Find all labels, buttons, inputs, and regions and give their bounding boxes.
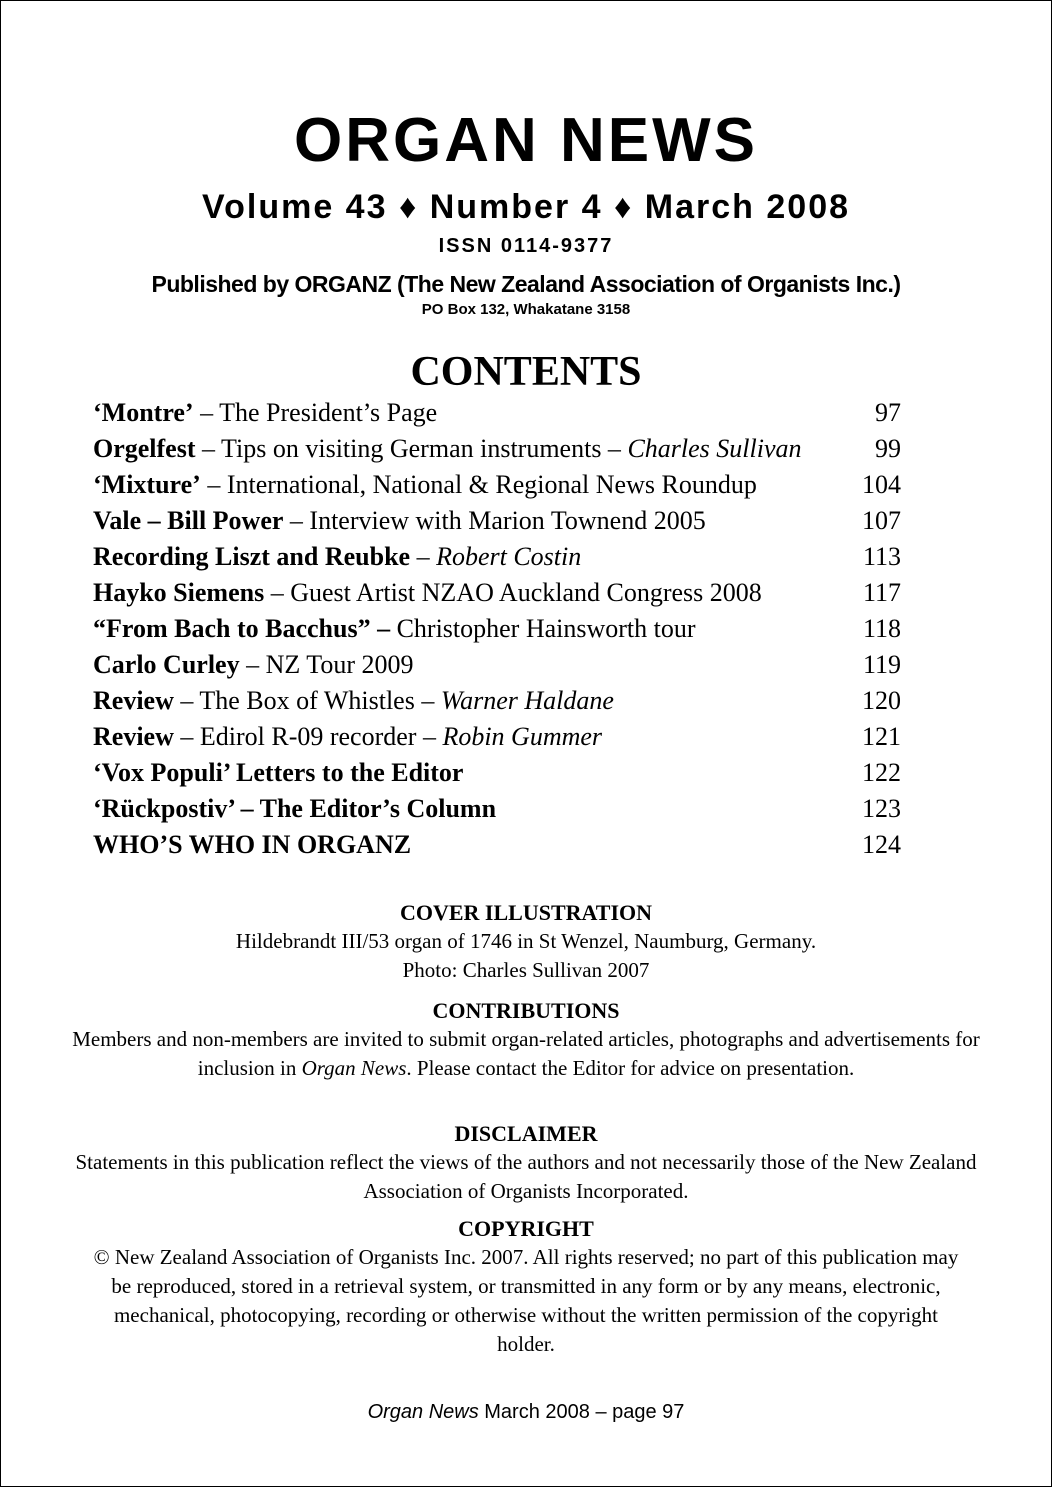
- publication-title: ORGAN NEWS: [294, 106, 758, 175]
- volume-line: Volume 43 ♦ Number 4 ♦ March 2008: [201, 188, 851, 226]
- toc-entry: [93, 431, 901, 467]
- disclaimer-section: [61, 1120, 991, 1206]
- toc-entry-title: WHO’S WHO IN ORGANZ: [93, 830, 412, 859]
- toc-entry: [93, 467, 901, 503]
- toc-entry-title: ‘Rückpostiv’ – The Editor’s Column: [93, 794, 497, 823]
- footer-page-info: March 2008 – page 97: [478, 1401, 685, 1423]
- disclaimer-heading: DISCLAIMER: [454, 1121, 598, 1146]
- cover-illustration-caption: Hildebrandt III/53 organ of 1746 in St Wenzel, Naumburg, Germany.: [235, 929, 817, 953]
- toc-entry-title: ‘Montre’: [93, 398, 194, 427]
- toc-entry: [93, 719, 901, 755]
- toc-entry-page: 124: [862, 830, 901, 859]
- toc-entry: [93, 755, 901, 791]
- toc-entry-description: – Edirol R-09 recorder –: [173, 722, 443, 751]
- toc-entry: [93, 539, 901, 575]
- toc-entry-page: 118: [862, 614, 901, 643]
- toc-entry: [93, 791, 901, 827]
- toc-entry-page: 122: [862, 758, 901, 787]
- copyright-heading: COPYRIGHT: [458, 1216, 594, 1241]
- toc-entry-page: 99: [875, 434, 901, 463]
- toc-entry: [93, 503, 901, 539]
- contributions-text: Members and non-members are invited to submit organ-related articles, photographs and advertisements for inclusion in Organ News. Please contact the Editor for advice on presentation.: [72, 1027, 980, 1080]
- toc-entry-title: ‘Mixture’: [93, 470, 201, 499]
- copyright-section: [86, 1215, 966, 1359]
- toc-entry-title: “From Bach to Bacchus” –: [93, 614, 391, 643]
- contents-heading: CONTENTS: [410, 349, 642, 395]
- toc-entry-title: Carlo Curley: [93, 650, 240, 679]
- toc-entry: [93, 827, 901, 863]
- toc-entry-author: Robin Gummer: [442, 722, 603, 751]
- publisher-line: Published by ORGANZ (The New Zealand Association of Organists Inc.): [151, 271, 901, 297]
- toc-entry-title: Review: [93, 722, 174, 751]
- publication-name: Organ News: [301, 1056, 407, 1080]
- page-footer: [1, 1399, 1051, 1425]
- contributions-heading: CONTRIBUTIONS: [432, 998, 620, 1023]
- publisher-address: PO Box 132, Whakatane 3158: [421, 301, 631, 318]
- toc-entry: [93, 611, 901, 647]
- table-of-contents: [93, 395, 901, 863]
- cover-illustration-heading: COVER ILLUSTRATION: [399, 900, 653, 925]
- toc-entry-page: 121: [862, 722, 901, 751]
- toc-entry-description: – Interview with Marion Townend 2005: [283, 506, 706, 535]
- toc-entry-title: Hayko Siemens: [93, 578, 265, 607]
- toc-entry-author: Charles Sullivan: [627, 434, 802, 463]
- cover-photo-credit: Photo: Charles Sullivan 2007: [402, 958, 650, 982]
- toc-entry: [93, 683, 901, 719]
- toc-entry-title: Vale – Bill Power: [93, 506, 284, 535]
- issn: ISSN 0114-9377: [438, 235, 614, 257]
- toc-entry-title: Recording Liszt and Reubke: [93, 542, 411, 571]
- toc-entry-description: – Tips on visiting German instruments –: [195, 434, 628, 463]
- toc-entry-title: Orgelfest: [93, 434, 196, 463]
- toc-entry-description: – Guest Artist NZAO Auckland Congress 2008: [264, 578, 762, 607]
- toc-entry-page: 104: [862, 470, 901, 499]
- toc-entry-description: Christopher Hainsworth tour: [390, 614, 696, 643]
- disclaimer-text: Statements in this publication reflect the views of the authors and not necessarily those of the New Zealand Association of Organists Incorporated.: [75, 1150, 977, 1203]
- toc-entry-page: 113: [862, 542, 901, 571]
- toc-entry: [93, 575, 901, 611]
- cover-illustration-section: [61, 899, 991, 985]
- toc-entry-page: 107: [862, 506, 901, 535]
- footer-publication-name: Organ News: [367, 1401, 479, 1423]
- toc-entry-title: Review: [93, 686, 174, 715]
- contributions-section: [61, 997, 991, 1083]
- toc-entry-page: 123: [862, 794, 901, 823]
- toc-entry-page: 97: [875, 398, 901, 427]
- toc-entry: [93, 395, 901, 431]
- toc-entry-description: – International, National & Regional News Roundup: [200, 470, 757, 499]
- toc-entry-page: 117: [862, 578, 901, 607]
- toc-entry-page: 120: [862, 686, 901, 715]
- toc-entry-description: – NZ Tour 2009: [239, 650, 414, 679]
- toc-entry: [93, 647, 901, 683]
- toc-entry-author: Robert Costin: [436, 542, 582, 571]
- toc-entry-author: Warner Haldane: [440, 686, 614, 715]
- toc-entry-page: 119: [862, 650, 901, 679]
- toc-entry-title: ‘Vox Populi’ Letters to the Editor: [93, 758, 464, 787]
- toc-entry-description: –: [410, 542, 437, 571]
- toc-entry-description: – The Box of Whistles –: [173, 686, 441, 715]
- copyright-text: © New Zealand Association of Organists Inc. 2007. All rights reserved; no part of this publication may be reproduced, stored in a retrieval system, or transmitted in any form or by any means, electronic, mechanical, photocopying, recording or otherwise without the written permission of the copyright holder.: [93, 1245, 959, 1356]
- toc-entry-description: – The President’s Page: [193, 398, 438, 427]
